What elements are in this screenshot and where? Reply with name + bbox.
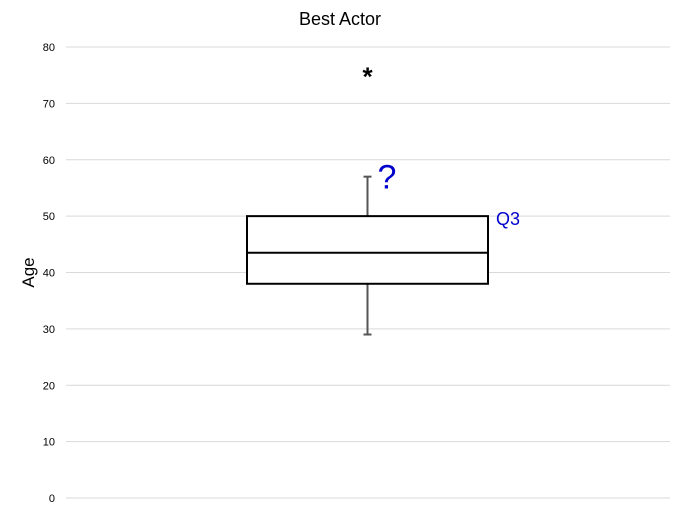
y-tick-80: 80	[42, 42, 55, 54]
y-tick-20: 20	[42, 380, 55, 393]
y-tick-30: 30	[42, 323, 55, 336]
y-tick-60: 60	[42, 154, 55, 167]
y-tick-labels	[43, 42, 55, 505]
y-tick-10: 10	[42, 436, 55, 449]
outlier-marker-0: *	[362, 61, 373, 92]
box-plot	[247, 62, 520, 335]
iqr-box	[247, 216, 488, 284]
y-tick-0: 0	[48, 493, 55, 505]
q3-annotation: Q3	[496, 209, 521, 230]
chart-title: Best Actor	[298, 9, 382, 29]
y-axis-label: Age	[19, 257, 38, 288]
y-tick-50: 50	[42, 211, 55, 224]
y-tick-70: 70	[42, 98, 55, 111]
max-question-annotation: ?	[377, 158, 397, 197]
y-tick-40: 40	[42, 267, 55, 280]
